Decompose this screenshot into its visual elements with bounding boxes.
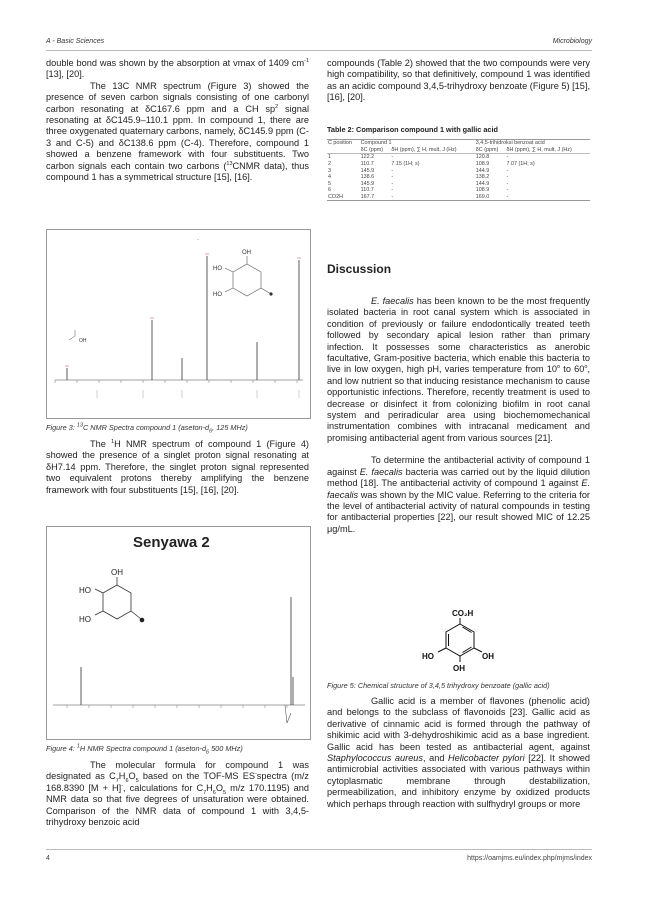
- table-cell: 138.2: [475, 174, 490, 181]
- figure-4-caption: Figure 4: $^1$H NMR Spectra compound 1 ($aseton-d_6$ 500 MHz): [46, 743, 243, 756]
- table-row: [327, 187, 590, 194]
- discussion-heading: Discussion: [327, 262, 392, 276]
- left-column-bottom: [46, 760, 309, 828]
- table-cell: 7.15 (1H; s): [391, 161, 420, 168]
- table-cell: 3: [328, 167, 331, 174]
- structure-ho-upper: HO: [213, 266, 222, 272]
- table-cell: 1: [328, 154, 331, 161]
- table-cell: 110.7: [360, 187, 374, 194]
- table-cell: -: [506, 154, 509, 161]
- table-header-row-1: [327, 140, 590, 147]
- paragraph-e-faecalis: E. faecalis has been known to be the most frequently isolated bacteria in root canal system which is associated in condition of previously or failure endodontically treated teeth followed by secondary apical lesion rather than primary infection. It possesses some characteristics as anerobic facultative, Gram-positive bacteria, which enable this bacteria to live in low oxygen, high pH, varies temperature from 10$^o$ to 60$^o$, and low nutrient so that inducing resistance mechanism to cause opportunistic infections. Therefore, recently treatment is used to decrease or disinfect it from colonizing biofilm in root canal system and periradicular area using biochemomechanical instrumentation combines with intracanal medicament and promising antibacterial agent from various sources [21].: [327, 296, 591, 443]
- structure-ho-lower: HO: [213, 292, 222, 298]
- left-column-top: [46, 58, 309, 183]
- table-row: [327, 194, 590, 201]
- figure-3-13c-nmr-spectrum: [46, 229, 311, 419]
- table-cell: -: [506, 194, 590, 201]
- table-cell: 167.7: [360, 194, 391, 201]
- table-cell: 145.9: [360, 180, 375, 187]
- table-cell: 144.9: [475, 167, 490, 174]
- table-cell: -: [391, 154, 394, 161]
- running-header-section: A - Basic Sciences: [46, 38, 105, 45]
- table-cell: 2: [328, 161, 331, 168]
- page-number: 4: [46, 855, 50, 862]
- table-cell: -: [506, 167, 509, 174]
- paragraph-molecular-formula: The molecular formula for compound 1 was designated as $C_7H_6O_5$ based on the TOF-MS ES-spectra (m/z 168.8390 [M + H]-, calculations for $C_7H_6O_5$ m/z 170.1195) and NMR data so that five degrees of unsaturation were obtained. Comparison of the NMR data of compound 1 with 3,4,5-trihydroxy benzoic acid: [46, 760, 309, 828]
- figure-3-caption: Figure 3: $^{13}$C NMR Spectra compound 1 ($aseton-d_6$, 125 MHz): [46, 422, 248, 435]
- paragraph-gallic-acid: Gallic acid is a member of flavones (phenolic acid) and belongs to the subclass of flavonoids [23]. Gallic acid as derivative of cinnamic acid is formed through the pathway of shikimic acid with 3-dehydroshikimic acid as a base ingredient. Gallic acid has been tested as antibacterial agent, against Staphylococcus aureus, and Helicobacter pylori [22]. It showed antimicrobial activities associated with various pathways within cytoplasmatic membrane through destabilization, permeabilization, and inhibitory enzyme by oxidized products which perhaps through reaction with sulfhydryl groups or more: [327, 696, 590, 809]
- table-row: [327, 174, 590, 181]
- table-cell: 7.07 (1H; s): [506, 161, 535, 168]
- table-header-cell: δH (ppm), ∑ H, mult, J (Hz): [506, 147, 590, 154]
- table-row: [327, 181, 590, 188]
- figure-4-1h-nmr-spectrum: [46, 526, 311, 740]
- spectrum-peak-label: –: [197, 236, 200, 241]
- spectrum-title: Senyawa 2: [133, 534, 210, 551]
- table-cell: 108.9: [475, 187, 490, 194]
- table-cell: -: [506, 180, 509, 187]
- right-column-top: [327, 58, 590, 104]
- table-cell: 138.6: [360, 174, 375, 181]
- table-header-cell: [327, 147, 360, 154]
- table-cell: -: [506, 187, 509, 194]
- paragraph-antibacterial: To determine the antibacterial activity of compound 1 against E. faecalis bacteria was carried out by the liquid dilution method [18]. The antibacterial activity of compound 1 against E. faecalis was shown by the MIC value. Referring to the criteria for the level of antibacterial activity of natural compounds in testing for antibacterial properties [22], our result showed MIC of 12.25 μg/mL.: [327, 455, 590, 534]
- figure-5-gallic-acid-structure: [410, 606, 510, 672]
- running-header-journal-section: Microbiology: [552, 38, 592, 45]
- label-oh-right: OH: [482, 652, 494, 661]
- table-cell: -: [391, 187, 394, 194]
- table-cell: 4: [328, 174, 331, 181]
- table-cell: 122.2: [360, 154, 375, 161]
- paragraph-13c-nmr: The 13C NMR spectrum (Figure 3) showed the presence of seven carbon signals consisting of one carbonyl carbon resonating at δC167.6 ppm and a CH $sp^2$ signal resonating at δC145.9–110.1 ppm. In compound 1, there are three oxygenated quaternary carbons, namely, δC145.9 ppm (C-3 and C-5) and δC138.6 ppm (C-4). Therefore, compound 1 showed a benzene framework with four substituents. Two carbon signals each contain two carbons ($^{13}$CNMR data), thus compound 1 has a symmetrical structure [15], [16].: [46, 80, 309, 183]
- table-2-wrapper: [327, 139, 590, 201]
- left-column-middle: [46, 439, 309, 496]
- table-row: [327, 167, 590, 174]
- table-header-cell: δC (ppm): [475, 147, 506, 154]
- table-cell: 145.9: [360, 167, 375, 174]
- paragraph-comparison: compounds (Table 2) showed that the two compounds were very high compatibility, so that definitively, compound 1 was identified as an acidic compound 3,4,5-trihydroxy benzoate (Figure 5) [15], [16], [20].: [327, 58, 591, 103]
- table-cell: 169.0: [475, 194, 506, 201]
- structure-ho-2: HO: [79, 615, 91, 624]
- table-cell: 108.9: [475, 161, 490, 168]
- structure-oh: OH: [111, 568, 123, 577]
- table-row: [327, 154, 590, 161]
- figure-5-caption: Figure 5: Chemical structure of 3,4,5 trihydroxy benzoate (gallic acid): [327, 681, 550, 690]
- right-column-bottom: [327, 696, 590, 810]
- journal-url: https://oamjms.eu/index.php/mjms/index: [467, 855, 592, 862]
- table-cell: -: [391, 167, 394, 174]
- structure-ho-1: HO: [79, 586, 91, 595]
- table-header-row-2: [327, 147, 590, 154]
- table-header-cell: 3,4,5-trihidroksi benzoat acid: [475, 140, 590, 147]
- table-cell: 144.9: [475, 180, 490, 187]
- table-cell: -: [391, 180, 394, 187]
- table-header-cell: Compound 1: [360, 140, 475, 147]
- table-cell: -: [391, 174, 394, 181]
- header-rule: [46, 50, 592, 51]
- table-cell: 120.8: [475, 154, 490, 161]
- table-header-cell: δH (ppm), ∑ H, mult, J (Hz): [390, 147, 474, 154]
- label-oh-bottom: OH: [453, 664, 465, 672]
- table-cell: CO2H: [327, 194, 360, 201]
- label-ho: HO: [422, 652, 434, 661]
- paragraph-1h-nmr: The $^1$H NMR spectrum of compound 1 (Figure 4) showed the presence of a singlet proton signal resonating at δH7.14 ppm. Therefore, the singlet proton signal represented two equivalent protons thereby amplifying the benzene framework with four substituents [15], [16], [20].: [46, 438, 309, 495]
- gallic-acid-svg: [410, 606, 510, 672]
- table-cell: -: [390, 194, 474, 201]
- nmr-1h-plot: [47, 527, 310, 739]
- table-cell: 110.7: [360, 161, 374, 168]
- paragraph-ir: double bond was shown by the absorption at vmax of 1409 $cm^{-1}$ [13], [20].: [46, 57, 309, 80]
- structure-oh-top: OH: [242, 250, 251, 256]
- table-row: [327, 161, 590, 168]
- footer-rule: [46, 849, 592, 850]
- label-co2h: CO₂H: [452, 609, 474, 618]
- table-header-cell: C position: [327, 140, 360, 147]
- table-cell: 5: [328, 180, 331, 187]
- table-header-cell: δC (ppm): [360, 147, 391, 154]
- table-cell: -: [506, 174, 509, 181]
- table-2: [327, 139, 590, 201]
- structure-oh-small: OH: [79, 338, 87, 344]
- table-2-caption: Table 2: Comparison compound 1 with gallic acid: [327, 125, 498, 134]
- nmr-13c-plot: [47, 230, 310, 418]
- table-cell: 6: [328, 187, 331, 194]
- right-column-discussion: [327, 296, 590, 535]
